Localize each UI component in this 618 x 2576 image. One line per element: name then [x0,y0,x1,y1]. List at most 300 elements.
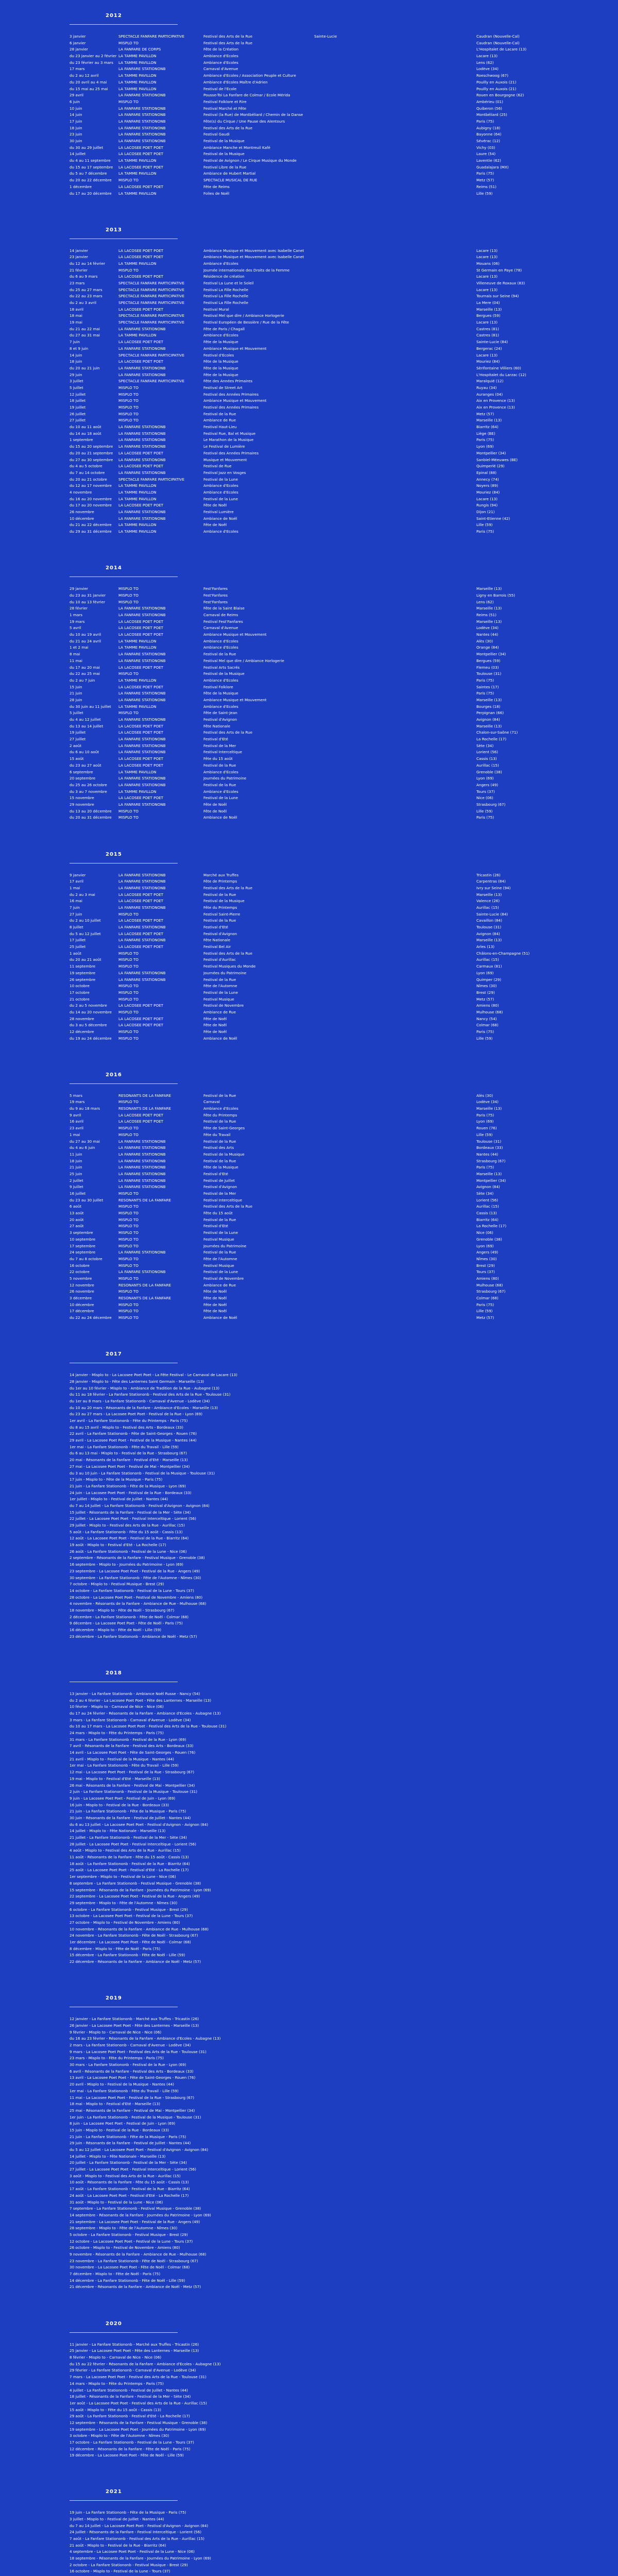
ensemble-name: LA TAMME PAVILLON [118,73,157,78]
event-city: Marseille (13) [476,697,502,702]
table-row [70,1125,548,1132]
event-date: 18 mai [70,313,82,318]
event-line: 23 septembre - La Lacosee Poet Poet - Festival de la Rue - Angers (49) [70,1568,200,1573]
event-table [70,248,548,535]
ensemble-name: LA FANFARE STATIONONB [118,139,166,143]
ensemble-name: LA FANFARE STATIONONB [118,93,166,98]
table-row [70,378,548,385]
event-city: Montbéliard (25) [476,112,507,117]
event-line: 8 décembre - Misplo to - Fête de Noël - Paris (75) [70,1946,161,1951]
ensemble-name: MISPLO TO [118,1263,139,1268]
table-row [70,112,548,118]
event-name: Fête de la Musique [203,372,238,377]
event-line: du 8 au 15 avril - Misplo to - Festival des Arts - Bordeaux (33) [70,1425,183,1430]
year-heading [70,1351,548,1372]
event-city: Sanbiel-Méeuwes (BE) [476,457,518,462]
year-heading [70,1995,548,2016]
event-city: Castres (81) [476,333,499,338]
ensemble-name: LA LACOSEE POET POET [118,359,164,364]
table-row [70,293,548,300]
event-name: Festival de la Rue [203,1139,236,1144]
event-date: du 22 au 25 mai [70,671,100,676]
table-row [70,99,548,106]
event-table [70,1093,548,1321]
table-row [70,1118,548,1125]
list-item [70,2088,548,2095]
table-row [70,131,548,138]
table-row [70,638,548,645]
event-city: Lodève (34) [476,1099,499,1105]
year-section [70,13,548,197]
event-name: Ambiance d'Ecoles [203,789,238,794]
list-item [70,1717,548,1724]
list-item [70,1710,548,1717]
table-row [70,905,548,911]
list-item [70,2081,548,2088]
table-row [70,717,548,723]
event-date: 21 février [70,267,88,273]
ensemble-name: LA TAMME PAVILLON [118,704,157,709]
list-item [70,2147,548,2154]
event-date: 30 juin [70,139,82,143]
table-row [70,1003,548,1009]
ensemble-name: LA FANFARE STATIONONB [118,1139,166,1144]
event-date: du 21 au 22 mai [70,326,100,331]
event-line: 31 août - Misplo to - Festival de la Lune - Nice (06) [70,2199,163,2205]
list-item [70,2101,548,2108]
list-item [70,2186,548,2193]
event-date: 9 juillet [70,1184,83,1190]
event-city: Strasbourg (67) [476,1289,506,1294]
event-name: Le Marathon de la Musique [203,437,254,443]
event-line: 26 août - La Fanfare Stationonb - Festival de la Lune - Nice (06) [70,1549,187,1554]
ensemble-name: MISPLO TO [118,1243,139,1248]
list-item [70,1470,548,1477]
event-line: 1er août - La Lacosee Poet Poet - Festival des Arts de la Rue - Aurillac (15) [70,2400,207,2405]
event-city: Lacare (13) [476,287,498,292]
event-name: Festival (la Rue) de Montbéliard / Chemin de la Danse [203,112,303,117]
table-row [70,470,548,477]
event-city: Paris (75) [476,1029,494,1034]
event-city: Reims (51) [476,184,496,189]
event-date: 10 décembre [70,516,94,521]
ensemble-name: LA FANFARE STATIONONB [118,1250,166,1255]
event-date: du 2 au 3 mai [70,892,95,897]
table-row [70,1009,548,1016]
list-item [70,2140,548,2147]
event-date: 29 juin [70,372,82,377]
event-date: 18 avril [70,307,84,312]
event-date: du 14 au 18 août [70,431,101,436]
year-label: 2015 [106,851,122,857]
ensemble-name: MISPLO TO [118,267,139,273]
list-item [70,1946,548,1953]
table-row [70,1171,548,1178]
ensemble-name: SPECTACLE FANFARE PARTICIPATIVE [118,300,185,305]
event-line: 25 mai - Résonants de la Fanfare - Festival de Mai - Montpellier (34) [70,2108,195,2113]
event-line: 29 juillet - Misplo to - Festival des Arts de la Rue - Aurillac (15) [70,1523,185,1528]
event-line: 25 janvier - La Lacosee Poet Poet - Fête des Lanternes - Marseille (13) [70,2348,199,2353]
event-line: 7 mars - La Lacosee Poet Poet - Festival des Arts de la Rue - Toulouse (31) [70,2375,207,2380]
event-date: 13 août [70,1211,84,1216]
ensemble-name: LA LACOSEE POET POET [118,899,164,904]
event-list [70,1372,548,1640]
ensemble-name: LA LACOSEE POET POET [118,464,164,469]
event-line: 1er décembre - La Lacosee Poet Poet - Fête de Noël - Colmar (68) [70,1940,191,1945]
table-row [70,1132,548,1139]
event-name: Festival d'Avignon [203,931,237,936]
event-line: 18 août - La Fanfare Stationonb - Festival de la Rue - Biarritz (64) [70,1861,190,1866]
event-city: Vichy (03) [476,145,495,150]
event-line: 3 juillet - Misplo to - Festival de Juillet - Nantes (44) [70,2516,164,2521]
event-name: Festival de la Rue [203,782,236,787]
table-row [70,60,548,66]
event-date: 19 mai [70,320,82,325]
event-line: 25 août - La Lacosee Poet Poet - Festival d'Eté - La Rochelle (17) [70,1868,189,1873]
ensemble-name: LA FANFARE STATIONONB [118,112,166,117]
event-name: Ambiance d'Ecoles Maître d'Adrien [203,79,268,84]
ensemble-name: LA LACOSEE POET POET [118,145,164,150]
event-name: Fête de Noël [203,1309,227,1314]
event-date: du 3 au 7 novembre [70,789,107,794]
table-row [70,326,548,333]
table-row [70,1256,548,1263]
event-date: du 13 au 14 juillet [70,723,104,728]
table-row [70,586,548,592]
event-date: 28 janvier [70,47,89,52]
table-row [70,1093,548,1099]
event-city: Marseille (13) [476,586,502,591]
event-city: Paris (75) [476,437,494,443]
ensemble-name: MISPLO TO [118,671,139,676]
event-date: du 20 au 31 décembre [70,815,112,820]
table-row [70,1289,548,1295]
event-line: 12 janvier - La Fanfare Stationonb - Marché aux Truffes - Tricastin (26) [70,2016,199,2022]
event-city: Auranges (04) [476,392,503,397]
event-name: Fête de Noël [203,1029,227,1034]
list-item [70,1581,548,1588]
event-date: du 2 au 3 avril [70,300,96,305]
event-list [70,1691,548,1965]
event-name: Fête du Printemps [203,1112,237,1117]
table-row [70,158,548,164]
event-line: 29 septembre - Misplo to - Fête de l'Automne - Nîmes (30) [70,1900,178,1905]
event-name: Ambiance de Noël [203,815,237,820]
list-item [70,2245,548,2251]
ensemble-name: LA FANFARE STATIONONB [118,1165,166,1170]
list-item [70,2239,548,2245]
year-section [70,1351,548,1640]
table-row [70,1204,548,1210]
ensemble-name: LA FANFARE STATIONONB [118,606,166,611]
event-line: 18 juillet - Résonants de la Fanfare - Festival de la Mer - Sète (34) [70,2394,191,2399]
event-city: L'Hospitalet du Larzac (12) [476,372,526,377]
ensemble-name: LA FANFARE STATIONONB [118,885,166,890]
ensemble-name: MISPLO TO [118,1230,139,1235]
event-line: du 17 au 24 février - Résonants de la Fanfare - Ambiance d'Ecoles - Aubagne (13) [70,1710,221,1716]
table-row [70,1308,548,1315]
event-line: 4 août - Misplo to - Festival des Arts de la Rue - Aurillac (15) [70,1848,181,1853]
ensemble-name: RESONANTS DE LA FANFARE [118,1106,171,1111]
ensemble-name: LA LACOSEE POET POET [118,164,164,170]
table-row [70,254,548,261]
list-item [70,1959,548,1965]
event-line: du 6 au 13 juillet - La Lacosee Poet Poet - Festival d'Avignon - Avignon (84) [70,1822,209,1827]
event-line: 21 septembre - La Lacosee Poet Poet - Festival de la Rue - Angers (49) [70,2219,200,2224]
event-name: Ambiance de Rue [203,1009,236,1014]
table-row [70,885,548,892]
event-city: Mulhouse (68) [476,1282,503,1287]
event-line: du 11 au 18 février - La Fanfare Stationonb - Festival des Arts de la Rue - Toulouse (31) [70,1392,231,1397]
table-row [70,307,548,313]
event-date: 12 décembre [70,1029,94,1034]
event-city: Nice (06) [476,1230,493,1235]
event-name: Festival La Fille Rochelle [203,287,249,292]
list-item [70,1411,548,1418]
event-name: Festival des Arts de la Rue [203,34,252,39]
event-city: Nantes (44) [476,632,499,637]
event-line: 20 juillet - La Fanfare Stationonb - Festival de la Mer - Sète (34) [70,2160,187,2165]
list-item [70,1789,548,1795]
list-item [70,1907,548,1913]
ensemble-name: MISPLO TO [118,1217,139,1222]
event-date: 23 juin [70,132,82,137]
event-line: 2 mars - La Fanfare Stationonb - Carnaval d'Avenue - Lodève (34) [70,2043,191,2048]
table-row [70,184,548,191]
event-name: Festival des Arts [203,1145,234,1150]
table-row [70,1016,548,1023]
ensemble-name: MISPLO TO [118,1009,139,1014]
event-line: 6 avril - Résonants de la Fanfare - Festival des Arts - Bordeaux (33) [70,2069,194,2074]
event-city: Metz (57) [476,411,494,416]
ensemble-name: MISPLO TO [118,964,139,969]
ensemble-name: LA TAMME PAVILLON [118,79,157,84]
event-name: Festival Fest'Fanfares [203,619,243,624]
event-line: 19 mai - Misplo to - Festival d'Eté - Marseille (13) [70,1776,160,1781]
year-heading [70,2489,548,2510]
event-name: Festival La Lune et le Soleil [203,280,254,285]
list-item [70,2529,548,2536]
ensemble-name: LA LACOSEE POET POET [118,632,164,637]
ensemble-name: LA LACOSEE POET POET [118,450,164,455]
event-city: Cassis (13) [476,756,497,761]
event-city: Ambérieu (01) [476,99,503,104]
table-row [70,1249,548,1256]
event-date: 17 juin [70,118,82,124]
table-row [70,509,548,516]
event-date: 26 novembre [70,1289,94,1294]
event-city: Montpellier (34) [476,652,506,657]
event-date: du 4 au 12 juillet [70,717,101,722]
table-row [70,599,548,606]
table-row [70,1178,548,1184]
event-line: 5 octobre - La Fanfare Stationonb - Festival Musique - Brest (29) [70,2232,188,2237]
table-row [70,704,548,710]
event-date: du 13 au 20 décembre [70,808,112,814]
list-item [70,2452,548,2459]
event-line: 24 juillet - Résonants de la Fanfare - Festival Interceltique - Lorient (56) [70,2530,202,2535]
event-name: Festival de la Lune [203,477,238,482]
event-date: du 15 au 20 septembre [70,444,113,449]
list-item [70,1913,548,1920]
ensemble-name: MISPLO TO [118,1256,139,1261]
year-heading [70,565,548,586]
list-item [70,2367,548,2374]
event-table [70,586,548,821]
list-item [70,2523,548,2530]
event-name: Festival Gaudi [203,132,230,137]
ensemble-name: LA FANFARE STATIONONB [118,125,166,130]
list-item [70,1437,548,1444]
ensemble-name: LA TAMME PAVILLON [118,529,157,534]
event-city: La Rochelle (17) [476,737,507,742]
event-name: Festival des Années Primaires [203,392,259,397]
list-item [70,1874,548,1880]
ensemble-name: MISPLO TO [118,990,139,995]
event-city: Amiens (80) [476,1276,499,1281]
event-date: 25 juillet [70,944,86,950]
table-row [70,690,548,697]
event-city: Bergues (59) [476,313,501,318]
ensemble-name: LA FANFARE STATIONONB [118,372,166,377]
event-line: 19 décembre - La Lacosee Poet Poet - Fête de Noël - Lille (59) [70,2453,184,2458]
event-name: Festival Européen de Bessière / Rue de la Fête [203,320,289,325]
event-city: Lacare (13) [476,54,498,59]
table-row [70,769,548,776]
ensemble-name: LA LACOSEE POET POET [118,1003,164,1008]
event-city: Marseille (13) [476,892,502,897]
year-divider [70,2500,178,2501]
table-row [70,605,548,612]
ensemble-name: LA LACOSEE POET POET [118,248,164,253]
event-date: 18 juin [70,125,82,130]
ensemble-name: LA LACOSEE POET POET [118,151,164,157]
list-item [70,1490,548,1497]
ensemble-name: LA TAMME PAVILLON [118,789,157,794]
event-name: SPECTACLE MUSICAL DE RUE [203,178,258,183]
ensemble-name: LA LACOSEE POET POET [118,274,164,279]
event-name: Fête de Noël [203,1016,227,1021]
event-city: Pouilly en Auxois (21) [476,86,517,91]
event-line: 3 octobre - Misplo to - Fête de l'Automne - Nîmes (30) [70,2433,169,2438]
event-city: Biarritz (64) [476,1217,499,1222]
event-date: 6 juin [70,99,80,104]
event-date: 23 janvier [70,255,89,260]
event-city: Ruyau (34) [476,385,497,390]
event-name: Fête de Reims [203,184,230,189]
ensemble-name: LA TAMME PAVILLON [118,677,157,683]
ensemble-name: LA LACOSEE POET POET [118,730,164,735]
table-row [70,775,548,782]
event-city: Guadalajara (MX) [476,164,509,170]
year-section [70,565,548,821]
table-row [70,723,548,730]
event-city: Nîmes (30) [476,984,497,989]
event-date: 22 octobre [70,1269,90,1275]
event-line: 7 août - La Fanfare Stationonb - Festival des Arts de la Rue - Aurillac (15) [70,2536,204,2541]
table-row [70,1243,548,1250]
year-heading [70,13,548,33]
event-date: du 2 au 5 novembre [70,1003,107,1008]
event-city: Strasbourg (67) [476,802,506,807]
event-line: 13 janvier - La Fanfare Stationonb - Ambiance Noël Russe - Nancy (54) [70,1691,200,1696]
list-item [70,1737,548,1743]
year-label: 2012 [106,13,122,19]
event-date: 3 janvier [70,34,86,39]
event-date: 19 mars [70,1099,85,1105]
event-line: 12 août - La Lacosee Poet Poet - Festival de la Rue - Biarritz (64) [70,1536,189,1541]
event-name: Fête de Noël [203,522,227,528]
event-line: 29 août - La Fanfare Stationonb - Festival d'Eté - La Rochelle (17) [70,2414,190,2419]
table-row [70,963,548,970]
event-city: Alès (30) [476,1093,493,1098]
event-date: 5 avril [70,625,81,631]
ensemble-name: MISPLO TO [118,385,139,390]
event-date: du 20 au 21 septembre [70,450,113,455]
event-date: du 4 au 11 septembre [70,158,111,163]
list-item [70,1483,548,1490]
ensemble-name: MISPLO TO [118,586,139,591]
event-line: du 1er au 8 mars - La Fanfare Stationonb - Carnaval d'Avenue - Lodève (34) [70,1398,210,1403]
year-divider [70,24,178,25]
ensemble-name: SPECTACLE FANFARE PARTICIPATIVE [118,320,185,325]
event-date: 25 juin [70,1171,82,1176]
event-date: du 15 au 17 septembre [70,164,113,170]
table-row [70,730,548,736]
event-city: Nantes (44) [476,1151,499,1157]
event-date: 16 mai [70,899,82,904]
ensemble-name: LA FANFARE STATIONONB [118,326,166,331]
event-line: 31 mars - La Fanfare Stationonb - Festival de la Rue - Lyon (69) [70,1737,186,1742]
list-item [70,1835,548,1841]
table-row [70,1295,548,1302]
table-row [70,651,548,658]
table-row [70,944,548,951]
event-line: 2 juin - La Fanfare Stationonb - Festival de la Musique - Toulouse (31) [70,1789,198,1794]
event-date: 5 juillet [70,385,83,390]
event-city: Aubigny (18) [476,125,501,130]
table-row [70,736,548,743]
ensemble-name: MISPLO TO [118,1309,139,1314]
list-item [70,1555,548,1562]
event-city: Sainte-Lucie (84) [476,911,508,917]
event-date: du 3 au 5 décembre [70,1023,107,1028]
event-name: Festival de Novembre [203,1276,244,1281]
list-item [70,2562,548,2569]
event-name: Ambiance d'Ecoles [203,60,238,65]
event-line: 9 février - Misplo to - Carnaval de Nice - Nice (06) [70,2029,162,2035]
list-item [70,1464,548,1470]
event-name: Festival Musiques du Monde [203,964,256,969]
event-date: du 20 au 21 août [70,957,101,962]
ensemble-name: SPECTACLE FANFARE PARTICIPATIVE [118,287,185,292]
ensemble-name: MISPLO TO [118,911,139,917]
event-line: 24 mars - Misplo to - Fête du Printemps - Paris (75) [70,1731,164,1736]
event-date: 8 mai [70,652,80,657]
ensemble-name: LA FANFARE STATIONONB [118,717,166,722]
event-city: Marseille (13) [476,619,502,624]
ensemble-name: LA FANFARE STATIONONB [118,652,166,657]
event-city: Lille (59) [476,1036,493,1041]
ensemble-name: SPECTACLE FANFARE PARTICIPATIVE [118,280,185,285]
event-date: du 14 au 20 novembre [70,1009,112,1014]
event-date: 20 août [70,1217,84,1222]
list-item [70,2407,548,2414]
event-line: 21 juin - La Fanfare Stationonb - Fête de la Musique - Lyon (69) [70,1483,186,1488]
event-date: du 10 au 19 avril [70,632,101,637]
event-name: Festival Musique [203,1263,234,1268]
table-row [70,359,548,365]
